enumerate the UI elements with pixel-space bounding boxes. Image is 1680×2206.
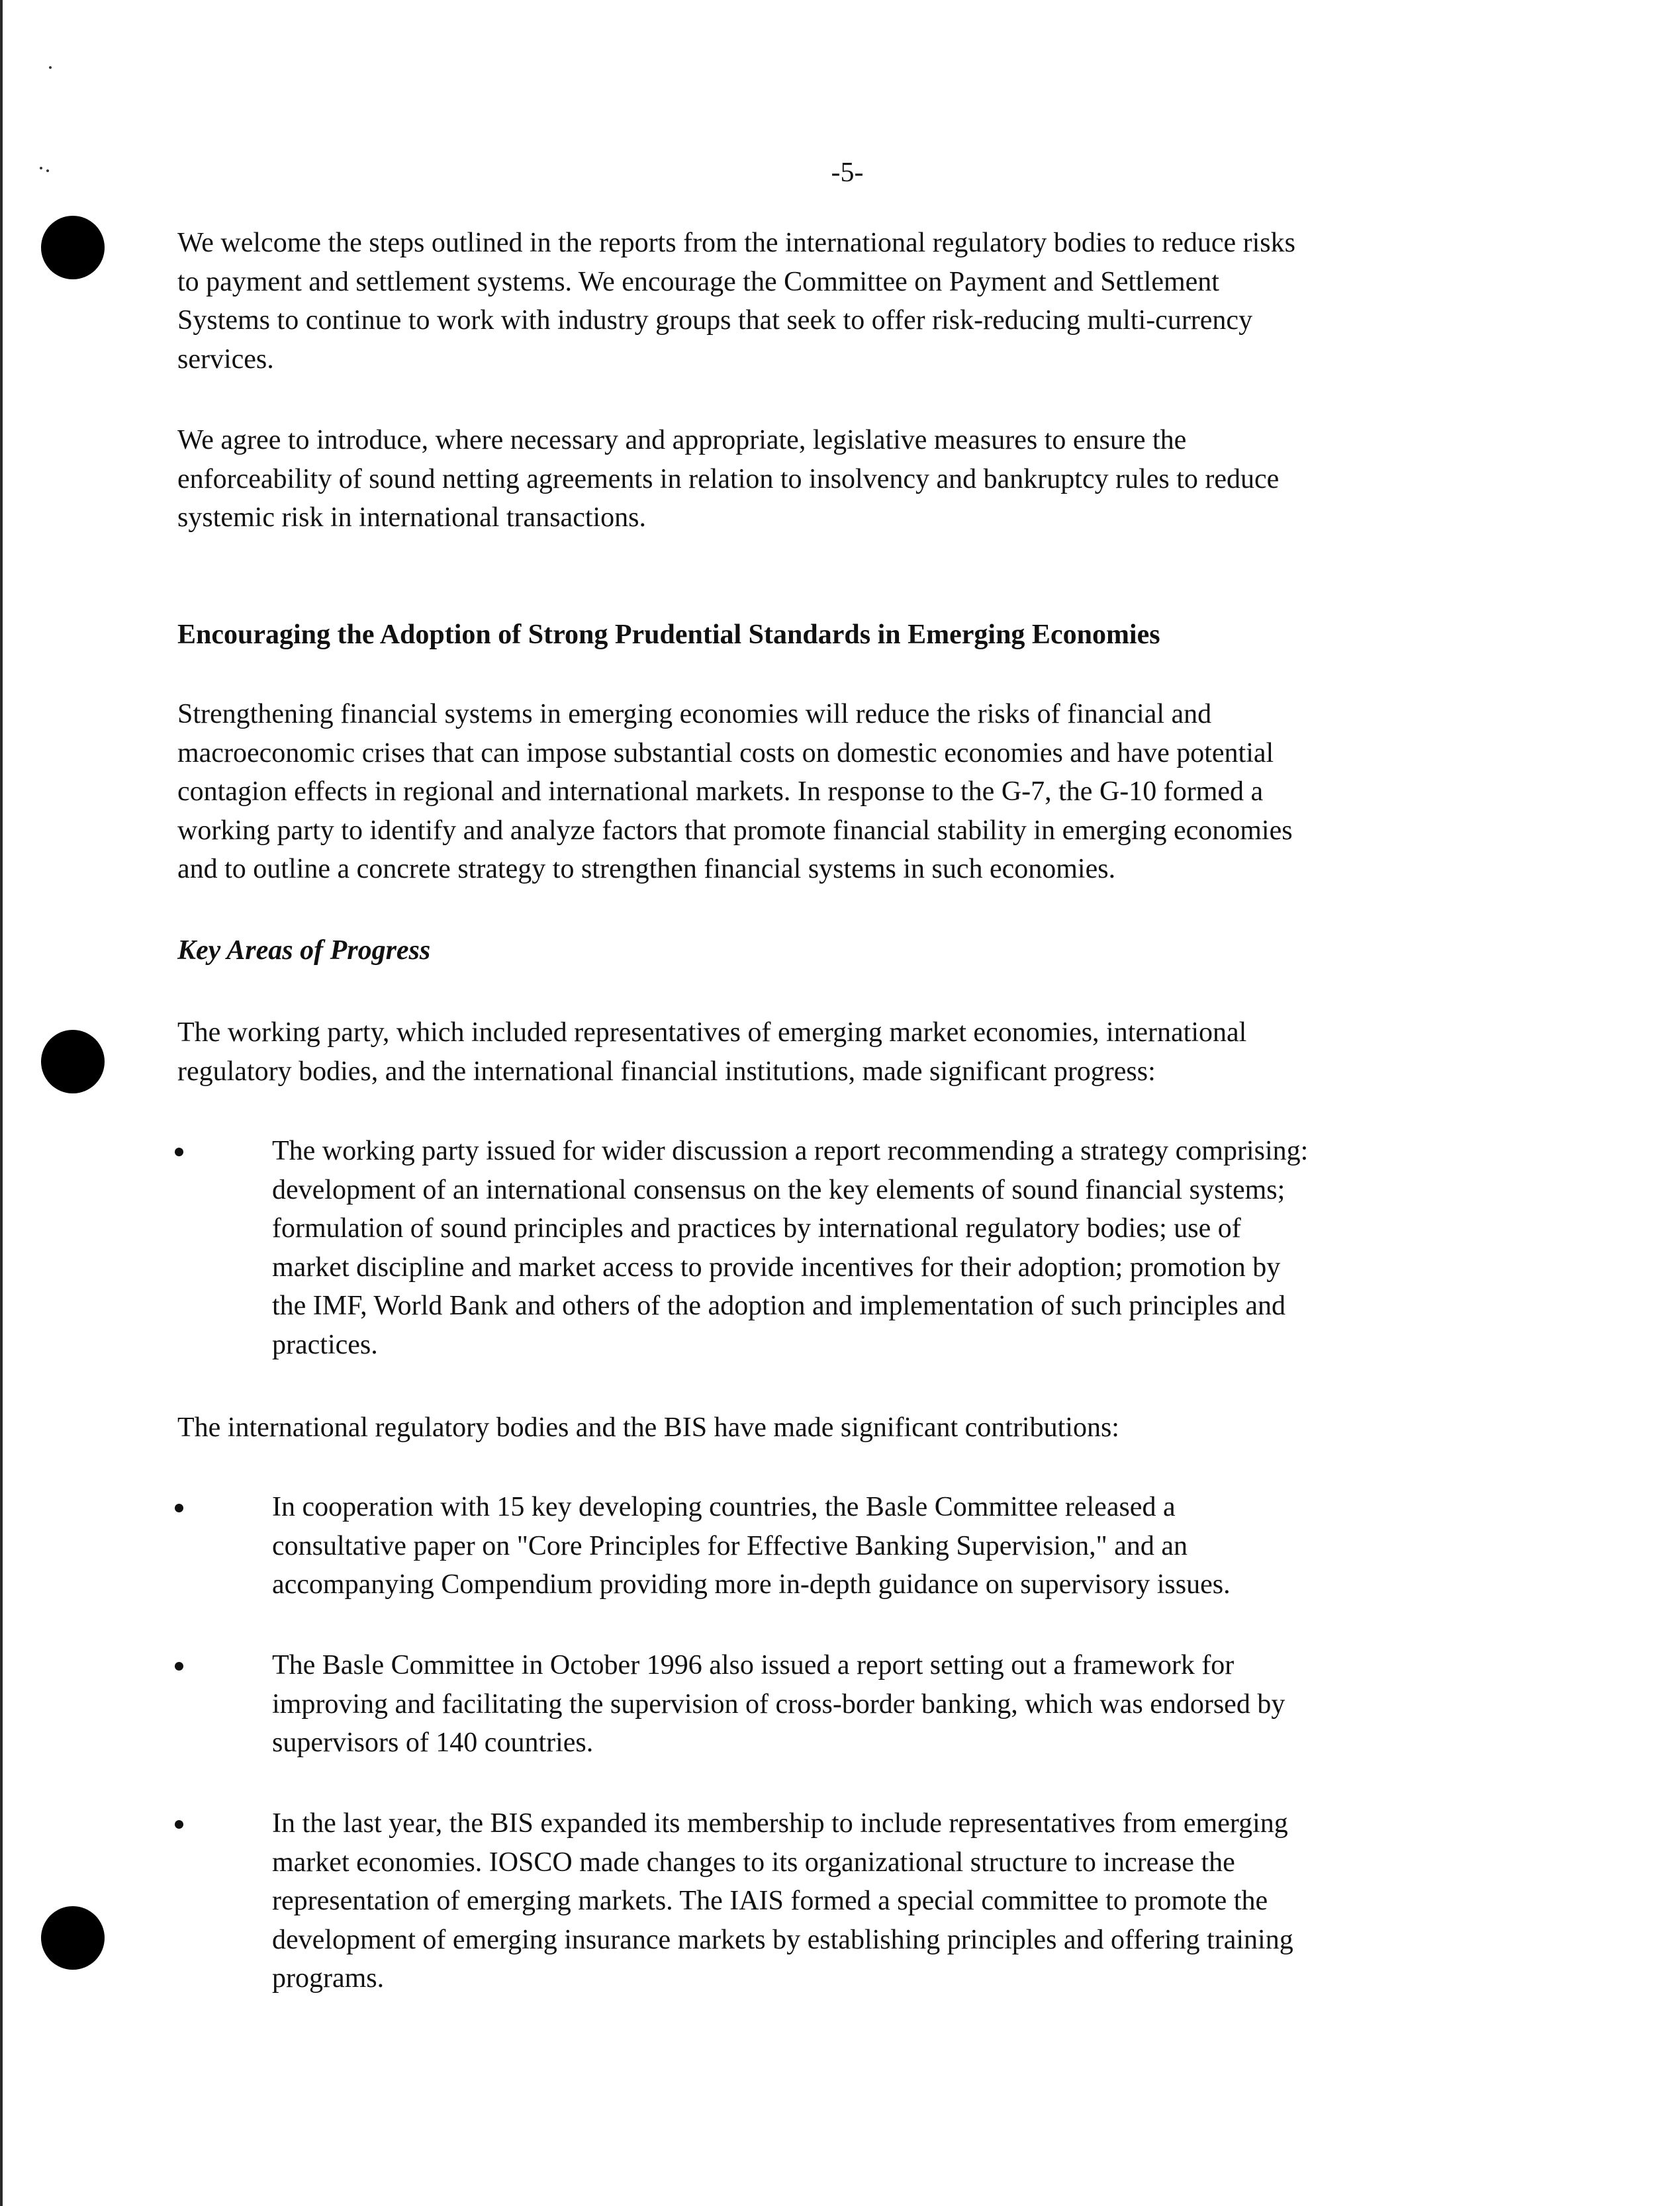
- text-line: improving and facilitating the supervision of cross-border banking, which was endorsed by: [272, 1688, 1285, 1720]
- text-line: The international regulatory bodies and the BIS have made significant contributions:: [177, 1412, 1119, 1443]
- text-line: Strengthening financial systems in emerging economies will reduce the risks of financial and: [177, 699, 1212, 729]
- text-line: the IMF, World Bank and others of the adoption and implementation of such principles and: [272, 1291, 1286, 1321]
- text-line: In cooperation with 15 key developing countries, the Basle Committee released a: [272, 1492, 1176, 1522]
- paragraph-regulatory-contributions: [177, 1408, 1541, 1448]
- text-line: The working party, which included representatives of emerging market economies, international: [177, 1017, 1247, 1048]
- text-line: supervisors of 140 countries.: [272, 1727, 594, 1758]
- bullet-text: [272, 1804, 1293, 1998]
- text-line: consultative paper on "Core Principles for Effective Banking Supervision," and an: [272, 1530, 1188, 1561]
- text-line: development of emerging insurance markets by establishing principles and offering training: [272, 1924, 1293, 1955]
- paragraph-working-party: [177, 1013, 1541, 1091]
- text-line: Systems to continue to work with industry groups that seek to offer risk-reducing multi-currency: [177, 305, 1253, 336]
- paragraph-netting-agreements: [177, 421, 1541, 537]
- text-line: market discipline and market access to provide incentives for their adoption; promotion by: [272, 1252, 1281, 1283]
- punch-hole: [41, 216, 105, 279]
- bullet-marker: [175, 1662, 183, 1671]
- text-line: enforceability of sound netting agreements in relation to insolvency and bankruptcy rules to reduce: [177, 463, 1280, 494]
- bullet-text: [272, 1488, 1231, 1604]
- text-line: macroeconomic crises that can impose substantial costs on domestic economies and have potential: [177, 737, 1274, 768]
- page-number: -5-: [831, 158, 864, 188]
- text-line: We welcome the steps outlined in the reports from the international regulatory bodies to reduce risks: [177, 228, 1295, 258]
- text-line: services.: [177, 344, 274, 375]
- text-line: working party to identify and analyze factors that promote financial stability in emerging economies: [177, 815, 1293, 846]
- text-line: regulatory bodies, and the international financial institutions, made significant progress:: [177, 1056, 1156, 1087]
- text-line: The working party issued for wider discussion a report recommending a strategy comprising:: [272, 1136, 1309, 1166]
- text-line: development of an international consensus on the key elements of sound financial systems;: [272, 1174, 1285, 1205]
- bullet-text: [272, 1132, 1308, 1364]
- text-line: market economies. IOSCO made changes to its organizational structure to increase the: [272, 1847, 1235, 1878]
- scan-speck: [40, 167, 42, 169]
- section-heading: Encouraging the Adoption of Strong Prudential Standards in Emerging Economies: [177, 620, 1160, 650]
- punch-hole: [41, 1906, 105, 1970]
- paragraph-payment-systems: [177, 224, 1541, 379]
- text-line: and to outline a concrete strategy to strengthen financial systems in such economies.: [177, 854, 1116, 884]
- text-line: programs.: [272, 1963, 385, 1994]
- paragraph-strengthening-financial-systems: [177, 695, 1541, 889]
- punch-hole: [41, 1030, 105, 1093]
- text-line: accompanying Compendium providing more in-depth guidance on supervisory issues.: [272, 1569, 1231, 1600]
- text-line: systemic risk in international transactions.: [177, 502, 647, 533]
- subsection-heading: Key Areas of Progress: [177, 935, 431, 966]
- text-line: We agree to introduce, where necessary and appropriate, legislative measures to ensure the: [177, 425, 1187, 455]
- text-line: practices.: [272, 1329, 378, 1360]
- bullet-marker: [175, 1148, 183, 1156]
- text-line: The Basle Committee in October 1996 also issued a report setting out a framework for: [272, 1650, 1235, 1680]
- text-line: In the last year, the BIS expanded its membership to include representatives from emerging: [272, 1808, 1288, 1839]
- text-line: formulation of sound principles and practices by international regulatory bodies; use of: [272, 1213, 1241, 1244]
- scan-speck: [46, 169, 49, 172]
- bullet-text: [272, 1646, 1285, 1763]
- bullet-marker: [175, 1820, 183, 1829]
- text-line: representation of emerging markets. The IAIS formed a special committee to promote the: [272, 1886, 1268, 1916]
- scan-speck: [49, 66, 52, 69]
- page-edge: [0, 0, 3, 2206]
- bullet-marker: [175, 1504, 183, 1512]
- text-line: contagion effects in regional and international markets. In response to the G-7, the G-10 formed a: [177, 776, 1264, 807]
- text-line: to payment and settlement systems. We encourage the Committee on Payment and Settlement: [177, 266, 1219, 297]
